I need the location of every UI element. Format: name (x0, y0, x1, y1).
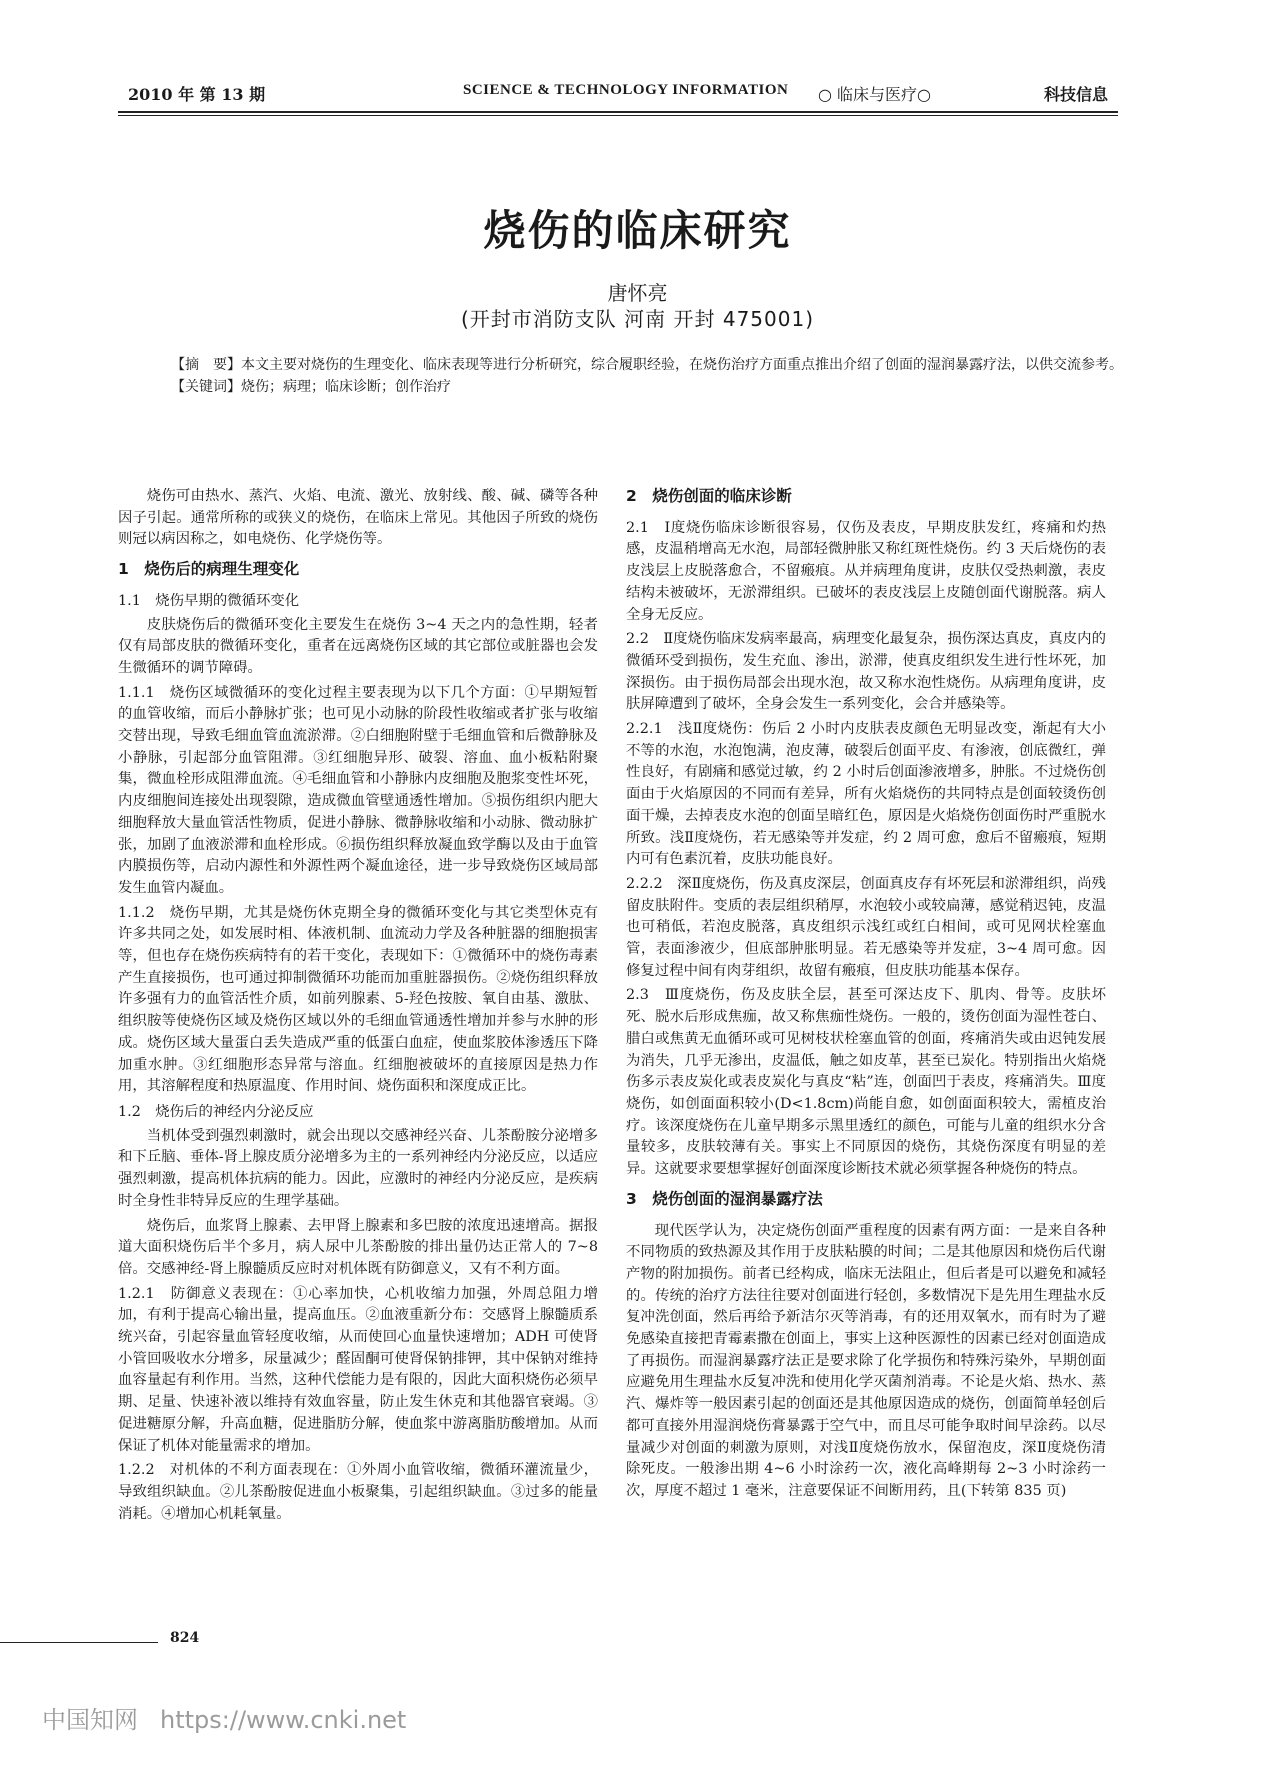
article-affiliation: (开封市消防支队 河南 开封 475001) (460, 307, 815, 331)
issue-label: 2010 年 第 13 期 (128, 85, 266, 104)
running-header (118, 78, 1118, 106)
page-number: 824 (170, 1630, 200, 1646)
paragraph-1-1: 皮肤烧伤后的微循环变化主要发生在烧伤 3~4 天之内的急性期，轻者仅有局部皮肤的微循环变化，重者在远离烧伤区域的其它部位或脏器也会发生微循环的调节障碍。 (118, 616, 598, 676)
paragraph-1-1-1: 1.1.1 烧伤区域微循环的变化过程主要表现为以下几个方面：①早期短暂的血管收缩，而后小静脉扩张；也可见小动脉的阶段性收缩或者扩张与收缩交替出现，导致毛细血管血流淤滞。②白细胞附壁于毛细血管和后微静脉及小静脉，引起部分血管阻滞。③红细胞异形、破裂、溶血、血小板粘附聚集，微血栓形成阻滞血流。④毛细血管和小静脉内皮细胞及胞浆变性坏死，内皮细胞间连接处出现裂隙，造成微血管壁通透性增加。⑤损伤组织内肥大细胞释放大量血管活性物质，促进小静脉、微静脉收缩和小动脉、微动脉扩张，加剧了血液淤滞和血栓形成。⑥损伤组织释放凝血致学酶以及由于血管内膜损伤等，启动内源性和外源性两个凝血途径，进一步导致烧伤区域局部发生血管内凝血。 (118, 684, 598, 896)
paragraph-3: 现代医学认为，决定烧伤创面严重程度的因素有两方面：一是来自各种不同物质的致热源及其作用于皮肤粘膜的时间；二是其他原因和烧伤后代谢产物的附加损伤。前者已经构成，临床无法阻止，但后者是可以避免和减轻的。传统的治疗方法往往要对创面进行轻创，多数情况下是先用生理盐水反复冲洗创面，然后再给予新洁尔灭等消毒，有的还用双氧水，而有时为了避免感染直接把青霉素撒在创面上，事实上这种医源性的因素已经对创面造成了再损伤。而湿润暴露疗法正是要求除了化学损伤和特殊污染外，早期创面应避免用生理盐水反复冲洗和使用化学灭菌剂消毒。不论是火焰、热水、蒸汽、爆炸等一般因素引起的创面还是其他原因造成的烧伤，创面简单轻创后都可直接外用湿润烧伤膏暴露于空气中，而且尽可能争取时间早涂药。以尽量减少对创面的刺激为原则，对浅Ⅱ度烧伤放水，保留泡皮，深Ⅱ度烧伤清除死皮。一般渗出期 4~6 小时涂药一次，液化高峰期每 2~3 小时涂药一次，厚度不超过 1 毫米，注意要保证不间断用药，且(下转第 835 页) (626, 1222, 1106, 1499)
paragraph-1-2-2: 1.2.2 对机体的不利方面表现在：①外周小血管收缩，微循环灌流量少，导致组织缺血。②儿茶酚胺促进血小板聚集，引起组织缺血。③过多的能量消耗。④增加心机耗氧量。 (118, 1462, 598, 1522)
watermark-brand: 中国知网 (42, 1706, 138, 1734)
paragraph-2-2: 2.2 Ⅱ度烧伤临床发病率最高，病理变化最复杂，损伤深达真皮，真皮内的微循环受到损伤，发生充血、渗出，淤滞，使真皮组织发生进行性坏死，加深损伤。由于损伤局部会出现水泡，故又称水泡性烧伤。从病理角度讲，皮肤屏障遭到了破坏，全身会发生一系列变化，会合并感染等。 (626, 631, 1106, 713)
paragraph-1-2-b: 烧伤后，血浆肾上腺素、去甲肾上腺素和多巴胺的浓度迅速增高。据报道大面积烧伤后半个多月，病人尿中儿茶酚胺的排出量仍达正常人的 7~8 倍。交感神经-肾上腺髓质反应时对机体既有防御意义，又有不利方面。 (118, 1217, 598, 1277)
subsection-heading-1-2: 1.2 烧伤后的神经内分泌反应 (118, 1103, 314, 1120)
paragraph-2-3: 2.3 Ⅲ度烧伤，伤及皮肤全层，甚至可深达皮下、肌肉、骨等。皮肤坏死、脱水后形成焦痂，故又称焦痂性烧伤。一般的，烫伤创面为湿性苍白、腊白或焦黄无血循环或可见树枝状栓塞血管的创面，疼痛消失或由迟钝发展为消失，几乎无渗出，皮温低，触之如皮革，甚至已炭化。特别指出火焰烧伤多示表皮炭化或表皮炭化与真皮“粘”连，创面凹于表皮，疼痛消失。Ⅲ度烧伤，如创面面积较小(D<1.8cm)尚能自愈，如创面面积较大，需植皮治疗。该深度烧伤在儿童早期多示黑里透红的颜色，可能与儿童的组织水分含量较多，皮肤较薄有关。事实上不同原因的烧伤，其烧伤深度有明显的差异。这就要求要想掌握好创面深度诊断技术就必须掌握各种烧伤的特点。 (626, 987, 1106, 1178)
section-heading-2: 2 烧伤创面的临床诊断 (626, 487, 792, 505)
section-heading-1: 1 烧伤后的病理生理变化 (118, 560, 300, 579)
abstract-label: 【摘 要】 (171, 357, 241, 373)
paragraph-1-2-1: 1.2.1 防御意义表现在：①心率加快，心机收缩力加强，外周总阻力增加，有利于提高心输出量，提高血压。②血液重新分布：交感肾上腺髓质系统兴奋，引起容量血管轻度收缩，从而使回心血量快速增加；ADH 可使肾小管回吸收水分增多，尿量减少；醛固酮可使肾保钠排钾，其中保钠对维持血容量起有利作用。当然，这种代偿能力是有限的，因此大面积烧伤必须早期、足量、快速补液以维持有效血容量，防止发生休克和其他器官衰竭。③促进糖原分解，升高血糖，促进脂肪分解，使血浆中游离脂肪酸增加。从而保证了机体对能量需求的增加。 (118, 1285, 598, 1454)
left-column (118, 486, 598, 1528)
subsection-heading-1-1: 1.1 烧伤早期的微循环变化 (118, 592, 300, 609)
section-heading-3: 3 烧伤创面的湿润暴露疗法 (626, 1189, 823, 1208)
abstract-paragraph (143, 354, 1133, 376)
footer-rule (0, 1642, 158, 1643)
header-rule-thin (118, 115, 1118, 116)
journal-english-name: SCIENCE & TECHNOLOGY INFORMATION (463, 82, 789, 98)
keywords-paragraph (143, 376, 1133, 398)
watermark-url: https://www.cnki.net (160, 1706, 407, 1734)
journal-chinese-name: 科技信息 (1043, 85, 1108, 104)
paragraph-1-2-a: 当机体受到强烈刺激时，就会出现以交感神经兴奋、儿茶酚胺分泌增多和下丘脑、垂体-肾上腺皮质分泌增多为主的一系列神经内分泌反应，以适应强烈刺激，提高机体抗病的能力。因此，应激时的神经内分泌反应，是疾病时全身性非特异反应的生理学基础。 (118, 1127, 598, 1209)
header-rule-thick (118, 111, 1118, 113)
abstract-block (143, 354, 1133, 398)
abstract-text: 本文主要对烧伤的生理变化、临床表现等进行分析研究，综合履职经验，在烧伤治疗方面重点推出介绍了创面的湿润暴露疗法，以供交流参考。 (241, 357, 1123, 373)
paragraph-1-1-2: 1.1.2 烧伤早期，尤其是烧伤休克期全身的微循环变化与其它类型休克有许多共同之处，如发展时相、体液机制、血流动力学及各种脏器的细胞损害等，但也存在烧伤疾病特有的若干变化，表现如下：①微循环中的烧伤毒素产生直接损伤，也可通过抑制微循环功能而加重脏器损伤。②烧伤组织释放许多强有力的血管活性介质，如前列腺素、5-羟色按胺、氧自由基、激肽、组织胺等使烧伤区域及烧伤区域以外的毛细血管通透性增加并参与水肿的形成。烧伤区域大量蛋白丢失造成严重的低蛋白血症，使血浆胶体渗透压下降加重水肿。③红细胞形态异常与溶血。红细胞被破坏的直接原因是热力作用，其溶解程度和热原温度、作用时间、烧伤面积和深度成正比。 (118, 904, 598, 1095)
paragraph-2-2-2: 2.2.2 深Ⅱ度烧伤，伤及真皮深层，创面真皮存有坏死层和淤滞组织，尚残留皮肤附件。变质的表层组织稍厚，水泡较小或较扁薄，感觉稍迟钝，皮温也可稍低，若泡皮脱落，真皮组织示浅红或红白相间，或可见网状栓塞血管，表面渗液少，但底部肿胀明显。若无感染等并发症，3~4 周可愈。因修复过程中间有肉芽组织，故留有瘢痕，但皮肤功能基本保存。 (626, 875, 1106, 979)
article-author: 唐怀亮 (607, 281, 668, 305)
right-column (626, 486, 1106, 1506)
paragraph-2-1: 2.1 Ⅰ度烧伤临床诊断很容易，仅伤及表皮，早期皮肤发红，疼痛和灼热感，皮温稍增高无水泡，局部轻微肿胀又称红斑性烧伤。约 3 天后烧伤的表皮浅层上皮脱落愈合，不留瘢痕。从并病理角度讲，皮肤仅受热刺激，表皮结构未被破坏，无淤滞组织。已破坏的表皮浅层上皮随创面代谢脱落。病人全身无反应。 (626, 519, 1106, 623)
cnki-watermark (42, 1700, 406, 1735)
paragraph-2-2-1: 2.2.1 浅Ⅱ度烧伤：伤后 2 小时内皮肤表皮颜色无明显改变，渐起有大小不等的水泡，水泡饱满，泡皮薄，破裂后创面平皮、有渗液，创底微红，弹性良好，有剧痛和感觉过敏，约 2 小时后创面渗液增多，肿胀。不过烧伤创面由于火焰原因的不同而有差异，所有火焰烧伤的共同特点是创面较烫伤创面干燥，去掉表皮水泡的创面呈暗红色，原因是火焰烧伤创面伤时严重脱水所致。浅Ⅱ度烧伤，若无感染等并发症，约 2 周可愈，愈后不留瘢痕，短期内可有色素沉着，皮肤功能良好。 (626, 721, 1106, 868)
intro-paragraph: 烧伤可由热水、蒸汽、火焰、电流、激光、放射线、酸、碱、磷等各种因子引起。通常所称的或狭义的烧伤，在临床上常见。其他因子所致的烧伤则冠以病因称之，如电烧伤、化学烧伤等。 (118, 488, 598, 548)
article-title: 烧伤的临床研究 (483, 206, 792, 255)
section-label: ○ 临床与医疗○ (818, 85, 932, 104)
keywords-label: 【关键词】 (171, 379, 241, 395)
keywords-text: 烧伤；病理；临床诊断；创作治疗 (241, 379, 451, 395)
